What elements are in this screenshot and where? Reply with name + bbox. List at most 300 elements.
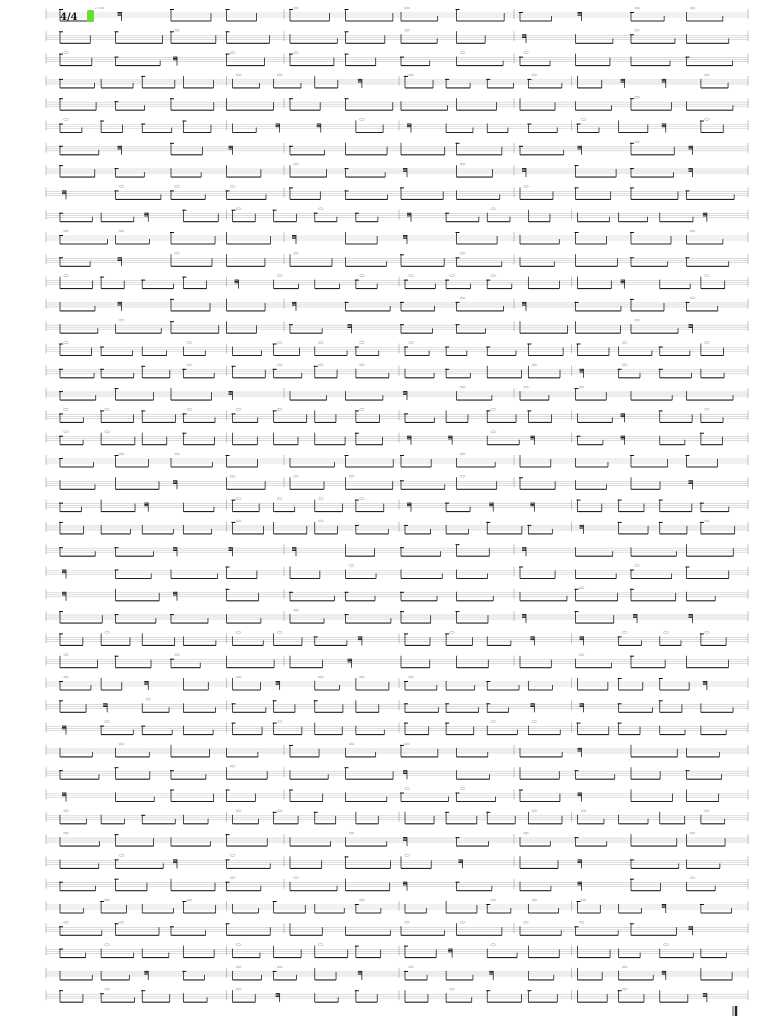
note-head [621,79,625,80]
note-head [144,503,148,504]
accent-mark [318,676,323,678]
note-head [292,236,296,237]
note-head [173,593,177,594]
accent-mark [105,409,110,411]
staff-system [46,966,748,980]
note-head [618,369,622,370]
accent-mark [579,921,584,923]
accent-mark [532,810,537,812]
note-head [519,790,523,791]
accent-mark [174,252,179,254]
note-head [530,503,534,504]
note-head [355,500,359,501]
note-head [703,681,707,682]
accent-mark [277,498,282,500]
note-head [659,410,663,411]
accent-mark [408,275,413,277]
note-head [276,993,280,994]
note-head [100,726,104,727]
note-head [689,326,693,327]
note-head [314,213,318,214]
note-head [173,861,177,862]
note-head [689,483,693,484]
note-head [689,480,693,481]
note-head [144,972,148,973]
note-head [59,124,63,125]
note-head [689,327,693,328]
note-head [578,882,582,883]
note-head [292,549,296,550]
note-head [486,703,490,704]
note-head [144,971,148,972]
note-head [173,592,177,593]
accent-mark [277,275,282,277]
accent-mark [236,632,241,634]
note-head [115,57,119,58]
accent-mark [187,342,192,344]
note-head [144,505,148,506]
note-head [489,974,493,975]
note-head [100,347,104,348]
note-head [403,171,407,172]
note-head [144,682,148,683]
note-head [577,500,581,501]
note-head [115,767,119,768]
accent-mark [236,520,241,522]
accent-mark [230,475,235,477]
note-head [182,413,186,414]
staff-system [46,988,748,1002]
accent-mark [634,319,639,321]
accent-mark [491,944,496,946]
staff-system [46,877,748,891]
note-head [404,525,408,526]
staff-system [46,899,748,913]
note-head [59,257,63,258]
accent-mark [105,944,110,946]
note-head [170,190,174,191]
accent-mark [450,988,455,990]
note-head [633,617,637,618]
note-head [226,567,230,568]
note-head [630,232,634,233]
accent-mark [460,52,465,54]
note-head [580,372,584,373]
accent-mark [236,944,241,946]
accent-mark [230,765,235,767]
note-head [100,410,104,411]
note-head [232,210,236,211]
accent-mark [532,364,537,366]
note-head [403,840,407,841]
note-head [229,149,233,150]
note-head [355,904,359,905]
note-head [703,682,707,683]
note-head [580,370,584,371]
note-head [403,773,407,774]
staff-system [46,119,748,133]
note-head [486,681,490,682]
note-head [630,923,634,924]
note-head [358,79,362,80]
note-head [489,505,493,506]
staff-system [46,297,748,311]
note-head [273,700,277,701]
accent-mark [404,921,409,923]
note-head [662,82,666,83]
note-head [59,770,63,771]
note-head [519,477,523,478]
note-head [578,149,582,150]
note-head [292,303,296,304]
note-head [115,834,119,835]
accent-mark [491,431,496,433]
note-head [226,834,230,835]
accent-mark [63,832,68,834]
note-head [630,168,634,169]
note-head [226,859,230,860]
note-head [59,503,63,504]
note-head [100,993,104,994]
accent-mark [634,141,639,143]
accent-mark [634,29,639,31]
note-head [686,455,690,456]
staff-system [46,654,748,668]
accent-mark [359,342,364,344]
accent-mark [532,899,537,901]
accent-mark [236,74,241,76]
note-head [235,282,239,283]
note-head [173,58,177,59]
note-head [62,726,66,727]
note-head [400,254,404,255]
note-head [404,633,408,634]
note-head [489,972,493,973]
note-head [273,410,277,411]
note-head [522,614,526,615]
note-head [141,990,145,991]
accent-mark [359,899,364,901]
accent-mark [663,632,668,634]
note-head [182,369,186,370]
accent-mark [634,565,639,567]
note-head [229,547,233,548]
note-head [618,636,622,637]
note-head [358,638,362,639]
note-head [519,567,523,568]
note-head [630,12,634,13]
accent-mark [105,632,110,634]
staff-system [46,208,748,222]
note-head [522,547,526,548]
note-head [170,31,174,32]
accent-mark [63,654,68,656]
note-head [235,280,239,281]
note-head [448,950,452,951]
note-head [273,723,277,724]
accent-mark [63,921,68,923]
note-head [689,149,693,150]
note-head [118,13,122,14]
note-head [59,369,63,370]
note-head [689,926,693,927]
note-head [662,905,666,906]
note-head [689,147,693,148]
note-head [403,235,407,236]
note-head [448,949,452,950]
note-head [173,480,177,481]
note-head [358,639,362,640]
note-head [530,639,534,640]
note-head [522,617,526,618]
note-head [407,213,411,214]
accent-mark [622,988,627,990]
note-head [182,433,186,434]
note-head [348,324,352,325]
accent-mark [634,7,639,9]
note-head [580,703,584,704]
note-head [575,926,579,927]
note-head [527,525,531,526]
accent-mark [63,275,68,277]
accent-mark [293,163,298,165]
note-head [345,614,349,615]
note-head [578,147,582,148]
note-head [358,974,362,975]
accent-mark [523,186,528,188]
note-head [355,410,359,411]
note-head [578,749,582,750]
playback-cursor[interactable] [87,10,94,22]
note-head [489,503,493,504]
note-head [407,216,411,217]
note-head [700,522,704,523]
accent-mark [349,475,354,477]
accent-mark [277,342,282,344]
note-head [141,280,145,281]
note-head [448,951,452,952]
note-head [456,324,460,325]
staff-system [46,788,748,802]
note-head [445,79,449,80]
note-head [575,589,579,590]
note-head [578,751,582,752]
note-head [358,636,362,637]
accent-mark [63,431,68,433]
accent-mark [359,498,364,500]
note-head [403,394,407,395]
note-head [348,662,352,663]
staff-system [46,721,748,735]
note-head [355,525,359,526]
accent-mark [105,721,110,723]
note-head [618,990,622,991]
note-head [686,190,690,191]
note-head [289,745,293,746]
note-head [62,727,66,728]
note-head [403,236,407,237]
note-head [400,793,404,794]
note-head [445,213,449,214]
accent-mark [349,743,354,745]
note-head [703,214,707,215]
note-head [519,146,523,147]
accent-mark [359,676,364,678]
note-head [345,31,349,32]
tempo-marking: ♩= 90 [95,6,104,10]
note-head [662,974,666,975]
accent-mark [491,275,496,277]
note-head [59,522,63,523]
note-head [62,595,66,596]
accent-mark [119,921,124,923]
staff-system [46,386,748,400]
staff-system [46,230,748,244]
note-head [289,98,293,99]
note-head [62,592,66,593]
note-head [144,974,148,975]
accent-mark [460,475,465,477]
note-head [456,302,460,303]
note-head [403,238,407,239]
note-head [229,391,233,392]
note-head [689,482,693,483]
note-head [578,793,582,794]
note-head [522,303,526,304]
note-head [141,410,145,411]
note-head [445,503,449,504]
note-head [62,572,66,573]
note-head [62,728,66,729]
note-head [580,636,584,637]
note-head [292,305,296,306]
accent-mark [63,52,68,54]
note-head [292,302,296,303]
accent-mark [119,453,124,455]
note-head [144,214,148,215]
staff-system [46,141,748,155]
accent-mark [704,810,709,812]
accent-mark [460,921,465,923]
note-head [575,770,579,771]
accent-mark [318,364,323,366]
note-head [355,433,359,434]
staff-system [46,498,748,512]
staff-system [46,96,748,110]
accent-mark [408,966,413,968]
note-head [686,770,690,771]
accent-mark [690,297,695,299]
note-head [580,705,584,706]
note-head [292,547,296,548]
accent-mark [174,654,179,656]
note-head [118,259,122,260]
note-head [355,990,359,991]
note-head [59,436,63,437]
note-head [348,660,352,661]
note-head [659,700,663,701]
note-head [689,170,693,171]
note-head [59,700,63,701]
accent-mark [704,520,709,522]
accent-mark [230,855,235,857]
note-head [232,413,236,414]
note-head [700,633,704,634]
accent-mark [230,186,235,188]
note-head [578,794,582,795]
note-head [115,656,119,657]
note-head [522,549,526,550]
note-head [289,146,293,147]
note-head [621,437,625,438]
note-head [456,544,460,545]
note-head [103,703,107,704]
note-head [445,280,449,281]
note-head [578,13,582,14]
note-head [578,12,582,13]
note-head [115,859,119,860]
note-head [407,126,411,127]
note-head [144,216,148,217]
staff-system [46,186,748,200]
note-head [62,571,66,572]
note-head [689,146,693,147]
note-head [689,614,693,615]
accent-mark [532,721,537,723]
note-head [580,528,584,529]
note-head [486,280,490,281]
note-head [229,550,233,551]
accent-mark [460,453,465,455]
note-head [580,638,584,639]
note-head [273,971,277,972]
note-head [407,125,411,126]
note-head [355,347,359,348]
note-head [578,15,582,16]
accent-mark [704,632,709,634]
note-head [173,547,177,548]
note-head [580,639,584,640]
staff-system [46,342,748,356]
note-head [662,904,666,905]
note-head [103,706,107,707]
accent-mark [236,676,241,678]
note-head [659,347,663,348]
note-head [232,723,236,724]
accent-mark [491,899,496,901]
note-head [456,9,460,10]
note-head [170,232,174,233]
staff-system [46,52,748,66]
note-head [118,149,122,150]
note-head [689,168,693,169]
accent-mark [293,7,298,9]
note-head [232,500,236,501]
note-head [292,238,296,239]
note-head [289,187,293,188]
note-head [62,192,66,193]
note-head [527,990,531,991]
note-head [530,706,534,707]
accent-mark [230,52,235,54]
accent-mark [523,386,528,388]
note-head [118,15,122,16]
note-head [403,391,407,392]
note-head [232,366,236,367]
note-head [621,416,625,417]
staff-system [46,855,748,869]
note-head [358,82,362,83]
